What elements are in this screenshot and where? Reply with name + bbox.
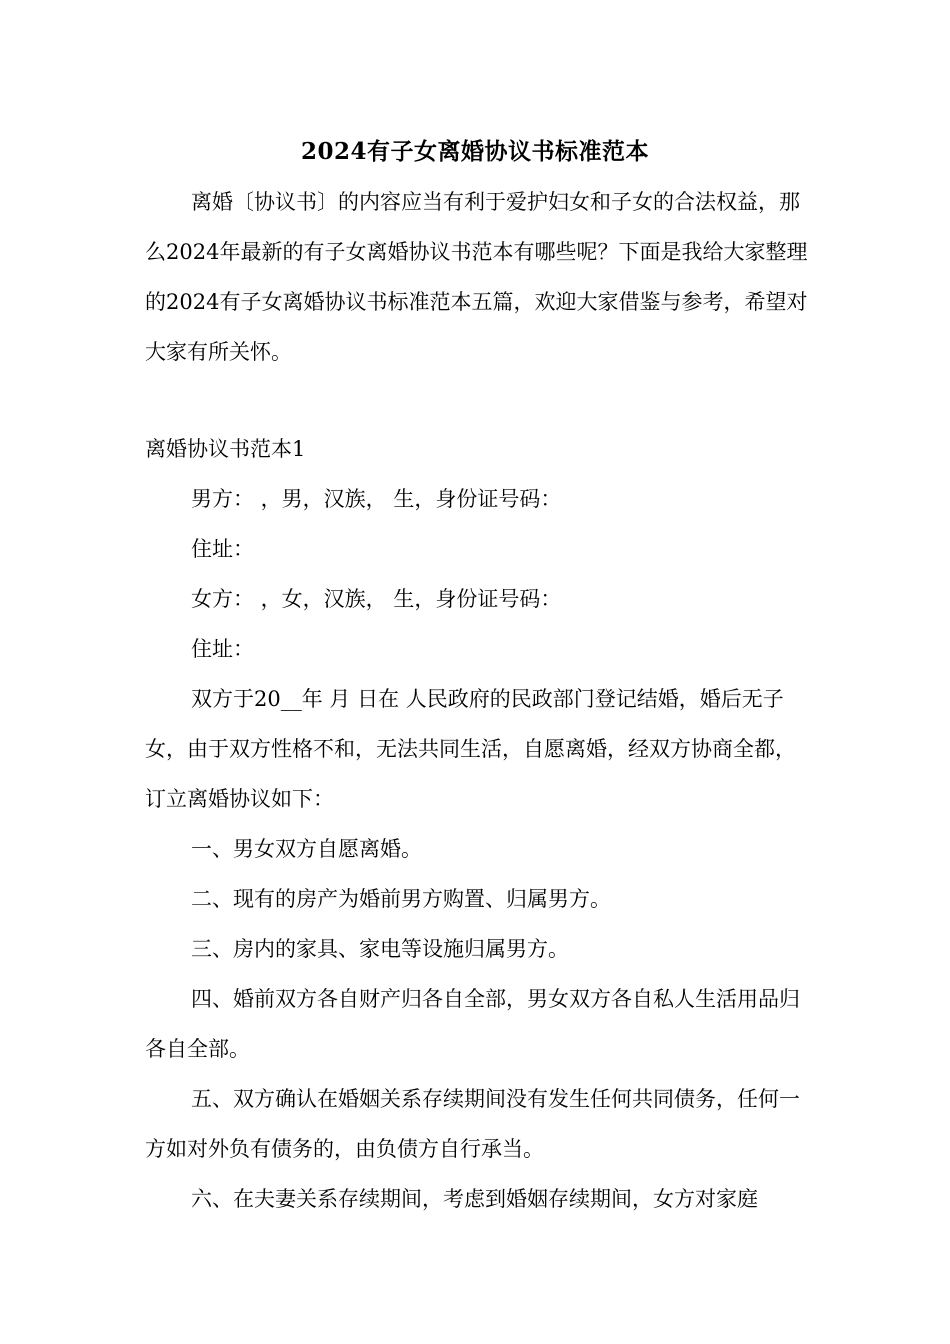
female-party-line: 女方： ，女，汉族， 生，身份证号码： [191, 587, 562, 611]
male-party-line: 男方： ，男，汉族， 生，身份证号码： [191, 487, 562, 511]
male-address-line: 住址： [191, 537, 254, 561]
female-address-line: 住址： [191, 637, 254, 661]
agreement-body [145, 474, 810, 1224]
clause-6: 六、在夫妻关系存续期间，考虑到婚姻存续期间，女方对家庭 [191, 1187, 758, 1211]
clause-5: 五、双方确认在婚姻关系存续期间没有发生任何共同债务，任何一方如对外负有债务的，由负债方自行承当。 [145, 1087, 800, 1161]
clause-2: 二、现有的房产为婚前男方购置、归属男方。 [191, 887, 611, 911]
clause-3: 三、房内的家具、家电等设施归属男方。 [191, 937, 569, 961]
intro-paragraph: 离婚〔协议书〕的内容应当有利于爱护妇女和子女的合法权益，那么2024年最新的有子女离婚协议书范本有哪些呢？下面是我给大家整理的2024有子女离婚协议书标准范本五篇，欢迎大家借鉴与参考，希望对大家有所关怀。 [145, 190, 808, 364]
clause-4: 四、婚前双方各自财产归各自全部，男女双方各自私人生活用品归各自全部。 [145, 987, 800, 1061]
marriage-statement: 双方于20__年 月 日在 人民政府的民政部门登记结婚，婚后无子女，由于双方性格不和，无法共同生活，自愿离婚，经双方协商全都，订立离婚协议如下： [145, 687, 796, 811]
clause-1: 一、男女双方自愿离婚。 [191, 837, 422, 861]
document-title: 2024有子女离婚协议书标准范本 [300, 138, 649, 165]
section-heading: 离婚协议书范本1 [145, 437, 306, 461]
